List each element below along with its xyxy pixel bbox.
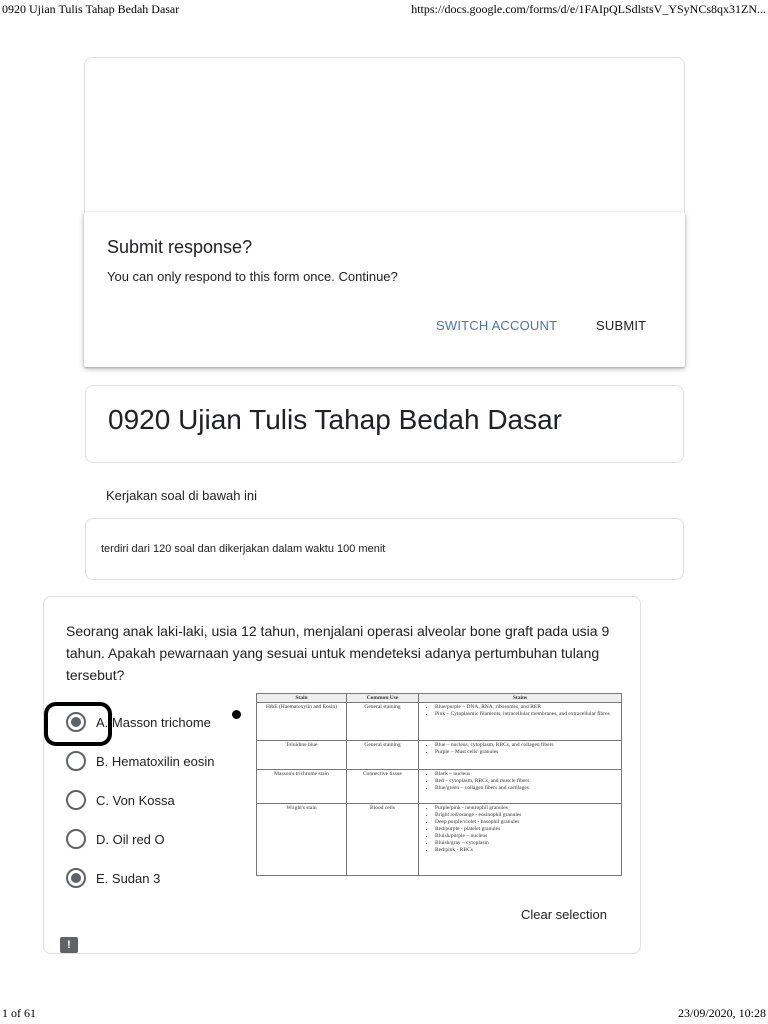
table-row — [257, 741, 622, 770]
option-label: D. Oil red O — [96, 831, 165, 847]
table-cell — [419, 741, 622, 770]
list-item: • Purple – Mast cells' granules — [435, 749, 619, 756]
list-item: • Red/purple - platelet granules — [435, 826, 619, 833]
print-footer — [0, 1006, 768, 1024]
print-page-title: 0920 Ujian Tulis Tahap Bedah Dasar — [2, 2, 180, 16]
table-row — [257, 804, 622, 876]
list-item: • Red – cytoplasm, RBCs, and muscle fibers — [435, 778, 619, 785]
form-title-card — [85, 385, 684, 463]
radio-checked-icon[interactable] — [66, 868, 86, 888]
list-item: • Blue/green – collagen fibers and cartilages — [435, 785, 619, 792]
radio-unchecked-icon[interactable] — [66, 751, 86, 771]
radio-unchecked-icon[interactable] — [66, 790, 86, 810]
table-header-stain: Stain — [257, 694, 347, 703]
radio-unchecked-icon[interactable] — [66, 829, 86, 849]
dialog-message: You can only respond to this form once. Continue? — [107, 269, 398, 284]
switch-account-button[interactable]: SWITCH ACCOUNT — [436, 318, 558, 333]
table-header-stains: Stains — [419, 694, 622, 703]
form-title: 0920 Ujian Tulis Tahap Bedah Dasar — [108, 404, 563, 435]
print-page-url: https://docs.google.com/forms/d/e/1FAIpQLSdlstsV_YSyNCs8qx31ZN... — [411, 2, 766, 16]
list-item: • Deep purple/violet - basophil granules — [435, 819, 619, 826]
list-item: • Blue/purple – DNA, RNA, ribosomes, and RER — [435, 704, 619, 711]
list-item: • Bright red/orange - eosinophil granules — [435, 812, 619, 819]
form-header-card — [84, 57, 685, 214]
option-c[interactable] — [66, 789, 175, 811]
radio-checked-icon[interactable] — [66, 712, 86, 732]
clear-selection-button[interactable]: Clear selection — [521, 907, 607, 922]
print-datetime: 23/09/2020, 10:28 — [677, 1006, 766, 1020]
option-label: C. Von Kossa — [96, 792, 175, 808]
print-page-number: 1 of 61 — [2, 1006, 36, 1020]
table-cell — [419, 804, 622, 876]
dialog-title: Submit response? — [107, 237, 253, 257]
table-cell: General staining — [347, 703, 419, 741]
table-row — [257, 770, 622, 804]
list-item: • Bluish/purple – nucleus — [435, 833, 619, 840]
question-card — [43, 596, 641, 954]
section-description: terdiri dari 120 soal dan dikerjakan dalam waktu 100 menit — [101, 543, 386, 555]
table-row — [257, 703, 622, 741]
option-label: A. Masson trichome — [96, 714, 211, 730]
option-e[interactable] — [66, 867, 160, 889]
print-header — [0, 0, 768, 18]
table-cell: Connective tissue — [347, 770, 419, 804]
list-item: • Pink – Cytoplasmic filaments, intracellular membranes, and extracellular fibres — [435, 711, 619, 718]
list-item: • Bluish/gray – cytoplasm — [435, 840, 619, 847]
option-d[interactable] — [66, 828, 165, 850]
table-cell — [419, 770, 622, 804]
table-cell: Toluidine blue — [257, 741, 347, 770]
feedback-icon[interactable]: ! — [60, 937, 78, 953]
list-item: • Purple/pink - neutrophil granules — [435, 805, 619, 812]
list-item: • Red/pink - RBCs — [435, 847, 619, 854]
table-header-common-use: Common Use — [347, 694, 419, 703]
submit-button[interactable]: SUBMIT — [596, 318, 647, 333]
stain-reference-table — [256, 693, 622, 876]
submit-response-dialog — [84, 212, 685, 367]
table-cell — [419, 703, 622, 741]
list-item: • Black – nucleus — [435, 771, 619, 778]
section-title: Kerjakan soal di bawah ini — [106, 488, 258, 503]
table-cell: Blood cells — [347, 804, 419, 876]
question-text: Seorang anak laki-laki, usia 12 tahun, menjalani operasi alveolar bone graft pada usia 9 tahun. Apakah pewarnaan yang sesuai untuk mendeteksi adanya pertumbuhan tulang tersebut? — [66, 623, 610, 683]
bullet-dot — [232, 710, 241, 719]
table-cell: H&E (Haematoxylin and Eosin) — [257, 703, 347, 741]
list-item: • Blue – nucleus, cytoplasm, RBCs, and collagen fibers — [435, 742, 619, 749]
option-b[interactable] — [66, 750, 215, 772]
table-cell: Wright's stain — [257, 804, 347, 876]
table-cell: Masson's trichrome stain — [257, 770, 347, 804]
section-description-card — [85, 518, 684, 580]
table-cell: General staining — [347, 741, 419, 770]
option-a[interactable] — [66, 711, 211, 733]
option-label: E. Sudan 3 — [96, 870, 161, 886]
option-label: B. Hematoxilin eosin — [96, 753, 215, 769]
